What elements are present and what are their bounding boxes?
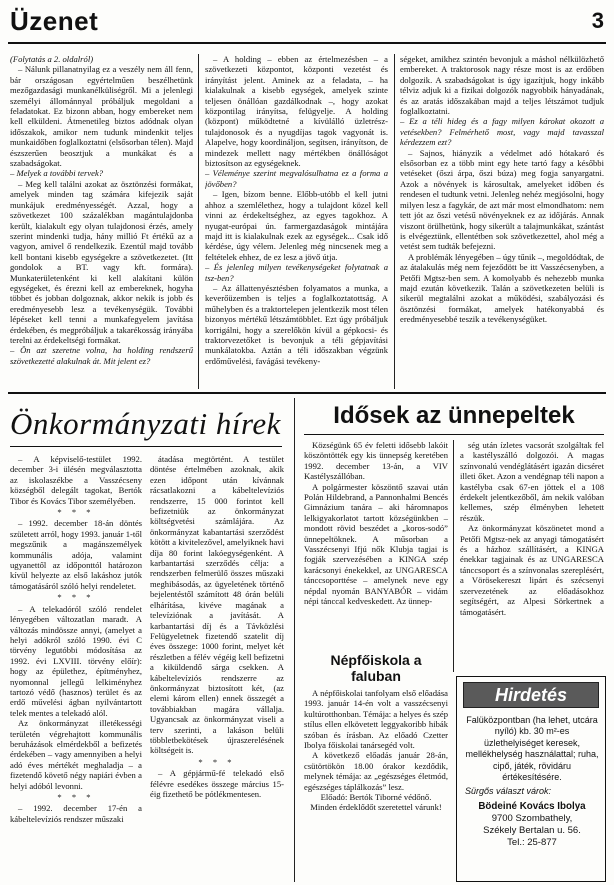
paragraph: – Sajnos, hiányzik a védelmet adó hótakaró és elsősorban ez a több mint egy hete tartó fagy a későbbi vetéseket (őszi árpa, őszi búza) meg fogja sanyargatni. Azok a növények is károsultak, amelyeket időben és rendesen el tudtunk vetni. Jelenleg nehéz megjósolni, hogy milyen lesz a fagykár, de azt már most elmondhatom: nem tett jót az őszi vetésű növényeknek ez az időjárás. Annak viszont örülhetünk, hogy sikerült a talajmunkákat, szántást is elvégeztünk, ellentétben sok szövetkezettel, ahol még a vetést sem tudták befejezni. <box>400 147 604 252</box>
elderly-column-2 <box>460 440 604 670</box>
heading-rule <box>10 446 282 447</box>
local-news-column-2 <box>150 454 284 882</box>
advertisement-body <box>465 715 599 849</box>
paragraph: – Meg kell találni azokat az ösztönzési formákat, amelyek minden tag számára kifejezik saját munkájuk eredményességét. Azzal, hogy a szövetkezet 100 százalékban magántulajdonba került, kialakult egy olyan tulajdonosi érzés, amely szerint mindenki tudja, hány millió Ft értékű az a vagyon, amivel ő rendelkezik. Ezentúl majd tovább kell bontani kisebb egységekre a szövetkezetet. (Itt gondolok a BT. vagy kft. formára). Munkaterületenként ki kell alakítani külön egységeket, és érezni kell az embereknek, hogyha többet és jobban dolgoznak, akkor nekik is jobb és eredményesebb lesz a tevékenységük. További lépéseket kell tenni a munkafegyelem javítása érdekében, és megpróbáljuk a takarékosság irányába terelni az érdekeltségi formákat. <box>10 178 193 345</box>
page-number: 3 <box>591 8 604 33</box>
paragraph: – Nálunk pillanatnyilag ez a veszély nem áll fenn, bár országosan egyértelműen beszélhetünk mezőgazdasági munkanélküliségről. Mi a jelenlegi személyi állománnyal próbáljuk megoldani a feladatokat. Ez bizonn abban, hogy embereket nem kell elküldeni. Átmenetileg biztos adódnak olyan időszakok, amikor nem tudunk mindenkit teljes munkaidőben foglalkoztatni (elsősorban télen). Majd észszerűen beosztjuk a munkákat és a szabadságokat. <box>10 64 193 169</box>
column-divider <box>394 54 395 389</box>
paragraph: ség után ízletes vacsorát szolgáltak fel a kastélyszálló dolgozói. A magas színvonalú vendéglátásért igazán dicséret illeti őket. Azon a vendégnap téli napon a kastélyba csak 67-en jöttek el a 108 érdekelt jelentkezőből, ám nekik valóban kellemes, szép élményben lehetett részük. <box>460 440 604 523</box>
column-divider <box>453 440 454 672</box>
paragraph: * * * <box>57 592 95 603</box>
advertisement-box <box>456 676 606 882</box>
paragraph: – Ez a téli hideg és a fagy milyen károkat okozott a vetésekben? Felmérhető most, vagy majd tavasszal kérdezzem ezt? <box>400 116 604 148</box>
paragraph: – A képviselő-testület 1992. december 3-i ülésén megválasztotta az iskolaszékbe a Vasszécseny községből delegált tagokat, Bertók Tibor és Kovács Tibor személyében. <box>10 454 142 506</box>
folk-school-heading: Népfőiskola a faluban <box>330 652 422 684</box>
advertisement-text: Falüközpontban (ha lehet, utcára nyíló) kb. 30 m²-es üzlethelyiséget keresek, mellékhelység használattal; ruha, cipő, játék, rövidáru értékesítésére. <box>465 715 599 783</box>
advertiser-name: Bödeiné Kovács Ibolya <box>478 800 586 812</box>
paragraph: * * * <box>57 792 95 802</box>
advertiser-address-line-1: 9700 Szombathely, <box>491 812 573 824</box>
heading-rule <box>304 434 604 435</box>
advertiser-phone: Tel.: 25-877 <box>507 836 557 848</box>
paragraph: – Igen, bízom benne. Előbb-utóbb el kell jutni ahhoz a szemlélethez, hogy a tulajdont közel kell vinni az érdekeltséghez, az egyes tagokhoz. A nyugat-európai ún. farmergazdaságok mintájára majd itt is kialakulnak ezek az egységek... Csak idő kérdése, úgy vélem. Jelenleg még nincsenek meg a feltételek ehhez, de ez lesz a jövő útja. <box>205 189 388 262</box>
interview-column-2 <box>205 54 388 389</box>
paragraph: * * * <box>198 756 236 767</box>
paragraph: A problémák lényegében – úgy tűnik –, megoldódtak, de az átalakulás még nem fejeződött be itt Vasszécsenyben, a Petőfi Mgtsz-ben sem. A komolyabb és nehezebb munka majd ezután következik. Talán a szövetkezeten belüli is sikerül megtalálni azokat a működési, szabályozási és ösztönzési formákat, amelyek hatékonyabbá és eredményesebbé teszik a tevékenységüket. <box>400 251 604 325</box>
elderly-heading: Idősek az ünnepeltek <box>333 402 575 429</box>
paragraph: – A telekadóról szóló rendelet lényegében változatlan maradt. A változás mindössze annyi, (amelyet a helyi adókról szóló 1990. évi C törvény legutóbbi módosítása az 1992. évi LXVIII. törvény előír): hogy az épülethez, építményhez, nyomonnal jellegű lelkiményhez tartozó védő (hasznos) terület és az erdő művelési ágban nyilvántartott telek mentes a telekadó alól. <box>10 603 142 718</box>
paragraph: Minden érdeklődőt szeretettel várunk! <box>310 802 442 813</box>
interview-column-1 <box>10 54 193 389</box>
paragraph: – Véleménye szerint megvalósulhatna ez a forma a jövőben? <box>205 168 388 189</box>
paragraph: A polgármester köszöntő szavai után Polán Hildebrand, a Pannonhalmi Bencés Gimnázium tanára – aki háromnapos lelkigyakorlatot tartott községünkben – mondott rövid beszédet a „koros-sodó” ünnepeltöknek. A műsorban a Vasszécsenyi Ifjú nők Klubja tagjai is fogják szervezésében a KINGA szép karácsonyi énekekkel, az UNGARESCA tánccsoporttése – amelynek neve egy népdal nyomán BANYABÓR – vidám népi tánccal kedveskedett. Az ünnep- <box>304 481 448 607</box>
paragraph: ségeket, amikhez szintén bevonjuk a máshol nélkülözhető embereket. A traktorosok nagy része most is az erdőben dolgozik. A szabadságokat is úgy igazítjuk, hogy inkább télviz adjuk ki a fizikai dolgozók nagyobbik hányadának, és az aratás időszakában majd a teljes létszámot tudjuk foglalkoztatni. <box>400 54 604 117</box>
column-divider <box>198 54 199 389</box>
section-divider <box>8 392 606 394</box>
advertisement-title: Hirdetés <box>494 685 568 705</box>
column-divider <box>294 398 295 882</box>
paragraph: Előadó: Bertók Tiborné védőnő. <box>320 792 432 803</box>
paragraph: Az önkormányzat köszönetet mond a Petőfi Mgtsz-nek az anyagi támogatásért és a házhoz szállításért, a KINGA énekkar tagjainak és az UNGARESCA tánccsoport és a színvonalas szereplésért, a Vörösekereszt lipárt és szécsenyi szervezetének az előadásokhoz segítségért, az Alpesi Sörkertnek a támogatásért. <box>460 523 604 617</box>
local-news-column-1 <box>10 454 142 882</box>
advertiser-address-line-2: Székely Bertalan u. 56. <box>483 824 581 836</box>
paragraph: – 1992. december 17-én a kábeltelevíziós rendszer műszaki <box>10 803 142 824</box>
paragraph: Községünk 65 év feletti idősebb lakóit köszöntötték egy kis ünnepség keretében 1992. december 13-án, a VIV Kastélyszállóban. <box>304 440 448 482</box>
paragraph: átadása megtörtént. A testület döntése értelmében azoknak, akik ezen időpont után kívánnak rácsatlakozni a kábeltelevíziós rendszerre, 15 000 forintot kell befizetniük az önkormányzat költségvetési számlájára. Az önkormányzat kabantartási szerződést kötött a kivitelezővel, amelyiknek havi díja 80 forint lakóegységenként. A karbantartási szerződés célja: a rendszerben felmerülő összes műszaki meghibásodás, az ügyeletének történő bejelentéstől számított 48 órán belüli elhárítása, kivéve magának a televíziónak a javítását. A karbantartási díj és a Távközlési Felügyeletnek fizetendő szatelit díj éves összege: 1000 forint, melyet két részletben a félév végéig kell befizetni a kiküldendő sárga csekken. A kábeltelevíziós rendszerre az önkormányzat biztosított két, (az elemi károm ellen) ennek összegét a továbbiakban magára vállalja. Ugyancsak az önkormányzat viseli a terv szerinti, a lakáson belüli többletbekötések újraszerelésének költségeit is. <box>150 454 284 756</box>
paragraph: – Melyek a további tervek? <box>10 168 104 179</box>
paragraph: – Ön azt szeretne volna, ha holding rendszerű szövetkezetté alakulnak át. Mit jelent ez? <box>10 345 193 366</box>
publication-title: Üzenet <box>10 6 99 36</box>
paragraph: A következő előadás január 28-án, csütörtökön 18.00 órakor kezdődik, melynek témája: az „egészséges életmód, egészséges táplálkozás” lesz. <box>304 750 448 792</box>
elderly-column-1 <box>304 440 448 650</box>
paragraph: – A holding – ebben az értelmezésben – a szövetkezeti központot, központi vezetést és irányítást jelent. Aminek az a feladata, – ha kialakulnak a kisebb egységek, amelyek szinte teljesen önállóan gazdálkodnak –, hogy azokat központilag irányítsa, felügyelje. A holding (központ) működtetné a kívülálló üzletrész-tulajdonosok és a nyugdíjas tagok vagyonát is. Alapelve, hogy koordináljon, segítsen, irányítson, de mindezek mellett nagy mértékben önállóságot biztosítson az egységeknek. <box>205 54 388 169</box>
paragraph: – És jelenleg milyen tevékenységeket folytatnak a tsz-ben? <box>205 262 388 283</box>
advertisement-header <box>463 682 599 708</box>
paragraph: * * * <box>57 507 95 518</box>
paragraph: Az önkormányzat illetékességi területén végrehajtott kommunális beruházások elmérdekből a befizetés érdekében – vagy amennyiben a helyi adó éves mértékét meghaladja – a fizetendő követő négy napiári évben a helyi adóból levonni. <box>10 718 142 791</box>
paragraph: – A gépjármű-fé telekadó első félévre esedékes összege március 15-éig fizethető be pótlékmentesen. <box>150 768 284 799</box>
local-news-heading: Önkormányzati hírek <box>10 406 281 441</box>
masthead <box>8 4 606 44</box>
paragraph: – Az állattenyésztésben folyamatos a munka, a keverőüzemben is teljes a foglalkoztatottság. A műhelyben és a traktortelepen jelentkezik most télen bizonyos mértékű létszámtöbblet. Ezt úgy próbáljuk korrigálni, hogy a szerelőkön kívül a gépkocsi- és traktorvezetőket is bevonjuk a téli gépjavítási munkálatokba. Aztán a téli időszakban végzünk erdőművelési, favágási tevékeny- <box>205 282 388 366</box>
interview-column-3 <box>400 54 604 389</box>
paragraph: (Folytatás a 2. oldalról) <box>10 54 94 64</box>
folk-school-body <box>304 688 448 882</box>
paragraph: – 1992. december 18-án döntés született arról, hogy 1993. január 1-től megszűnik a magánszemélyek kommunális adója, valamint ugyanettől az időponttól határozon kívül helyezte az első lakáshoz jutók támogatásáról szóló helyi rendeletet. <box>10 518 142 591</box>
paragraph: A népfőiskolai tanfolyam első előadása 1993. január 14-én volt a vasszécsenyi kultúrotthonban. Témája: a helyes és szép stílus ellen elkövetett leggyakoribb hibák szóban és írásban. Az előadó Czetter Ibolya főiskolai tanársegéd volt. <box>304 688 448 751</box>
advertisement-reply-note: Sürgős választ várok: <box>465 786 552 797</box>
